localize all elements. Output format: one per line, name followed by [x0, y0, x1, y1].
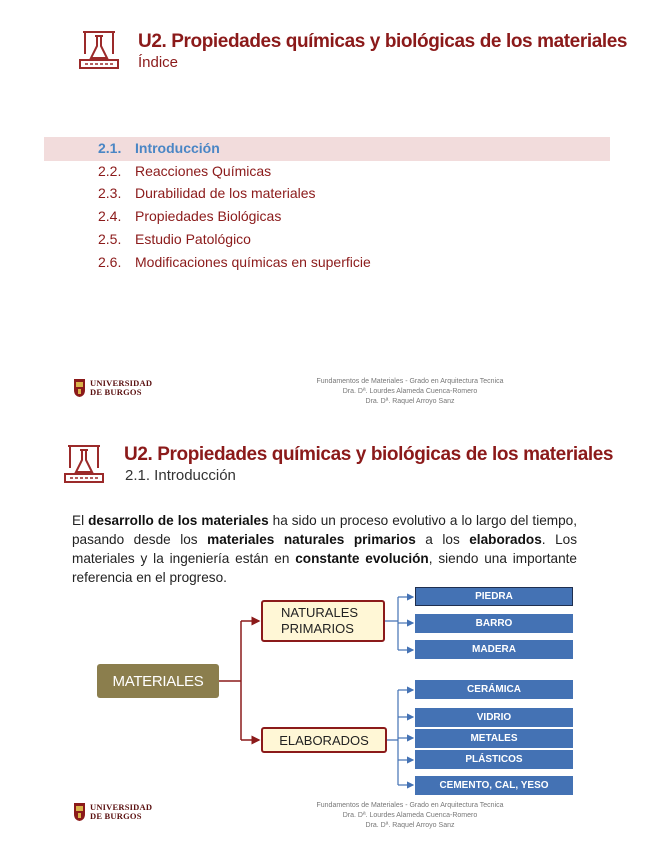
index-item-reacciones-quimicas[interactable]: 2.2. Reacciones Químicas [98, 163, 272, 179]
intro-paragraph: El desarrollo de los materiales ha sido un proceso evolutivo a lo largo del tiempo, pasando desde los materiales naturales primarios a los elaborados. Los materiales y la ingeniería están en constante evolución, siendo una importante referencia en el progreso. [72, 513, 577, 585]
index-item-introduccion[interactable]: 2.1. Introducción [98, 140, 220, 156]
leaf-madera: MADERA [415, 640, 573, 659]
university-name-line1: UNIVERSIDAD [90, 802, 153, 812]
leaf-barro: BARRO [415, 614, 573, 633]
leaf-ceramica: CERÁMICA [415, 680, 573, 699]
index-item-estudio-patologico[interactable]: 2.5. Estudio Patológico [98, 231, 251, 247]
lab-flask-icon [77, 28, 121, 72]
footer-credits: Fundamentos de Materiales - Grado en Arquitectura Tecnica Dra. Dª. Lourdes Alameda Cuenca-Romero Dra. Dª. Raquel Arroyo Sanz [316, 802, 504, 829]
index-item-modificaciones-quimicas[interactable]: 2.6. Modificaciones químicas en superficie [98, 254, 371, 270]
slide-subtitle: 2.1. Introducción [125, 467, 236, 484]
slide-subtitle: Índice [138, 54, 179, 71]
university-shield-icon [73, 378, 86, 398]
diagram-naturales-primarios: NATURALES PRIMARIOS [261, 600, 385, 642]
university-logo [73, 802, 152, 822]
index-item-durabilidad[interactable]: 2.3. Durabilidad de los materiales [98, 185, 316, 201]
leaf-vidrio: VIDRIO [415, 708, 573, 727]
diagram-elaborados: ELABORADOS [261, 727, 387, 753]
slide-title: U2. Propiedades químicas y biológicas de los materiales [138, 31, 628, 52]
slide-title: U2. Propiedades químicas y biológicas de los materiales [124, 444, 614, 465]
leaf-piedra: PIEDRA [415, 587, 573, 606]
footer-credits: Fundamentos de Materiales - Grado en Arquitectura Tecnica Dra. Dª. Lourdes Alameda Cuenca-Romero Dra. Dª. Raquel Arroyo Sanz [316, 378, 504, 405]
slide-introduccion [0, 424, 655, 848]
leaf-metales: METALES [415, 729, 573, 748]
university-name-line1: UNIVERSIDAD [90, 378, 153, 388]
leaf-cemento-cal-yeso: CEMENTO, CAL, YESO [415, 776, 573, 795]
university-logo [73, 378, 152, 398]
university-shield-icon [73, 802, 86, 822]
diagram-root-materiales: MATERIALES [97, 664, 219, 698]
leaf-plasticos: PLÁSTICOS [415, 750, 573, 769]
university-name-line2: DE BURGOS [90, 811, 142, 821]
university-name-line2: DE BURGOS [90, 387, 142, 397]
index-item-propiedades-biologicas[interactable]: 2.4. Propiedades Biológicas [98, 208, 282, 224]
